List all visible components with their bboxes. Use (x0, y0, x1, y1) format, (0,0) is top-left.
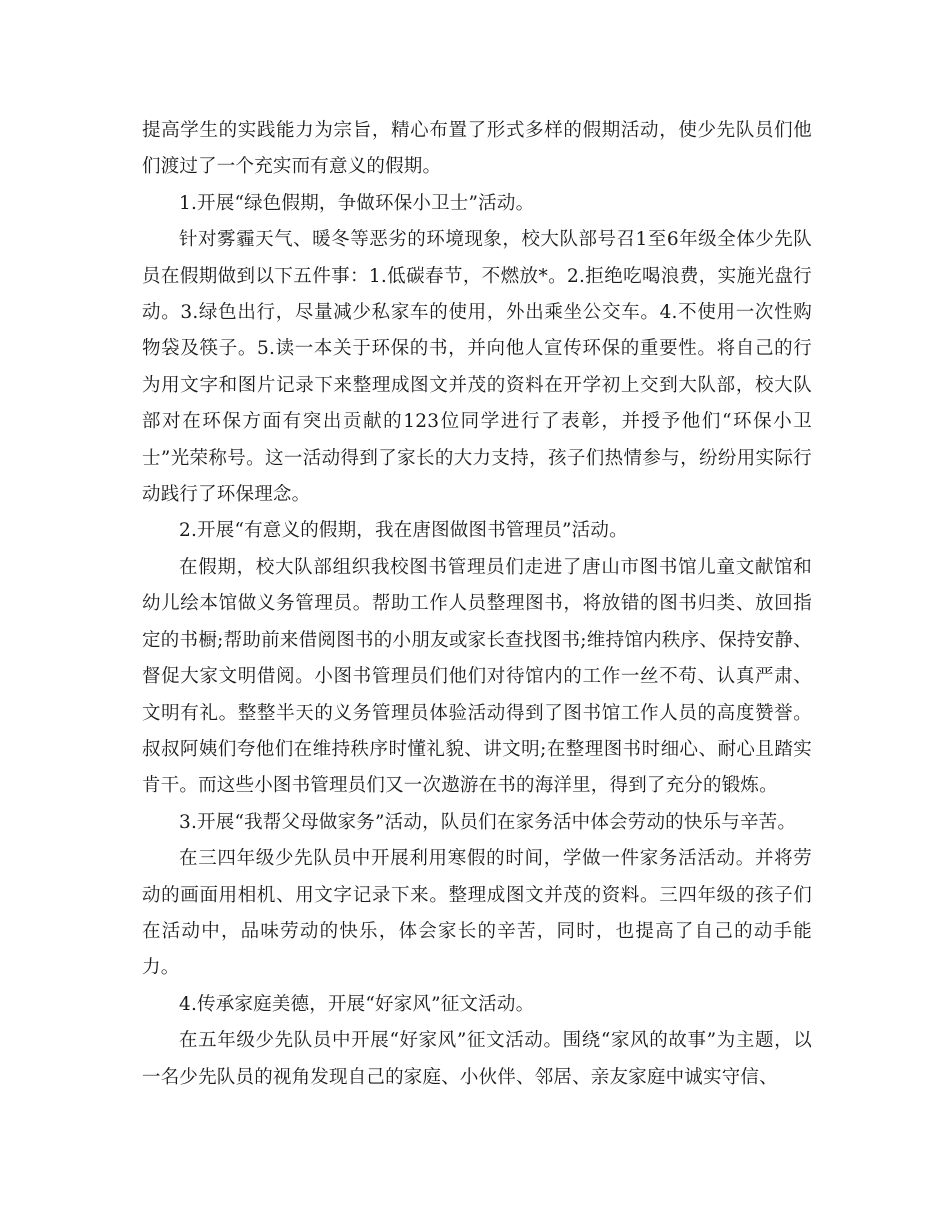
paragraph-heading-library-volunteer: 2.开展“有意义的假期，我在唐图做图书管理员”活动。 (179, 520, 628, 542)
document-body (142, 113, 812, 1096)
paragraph-family-tradition-details: 在五年级少先队员中开展“好家风”征文活动。围绕“家风的故事”为主题，以一名少先队员的视角发现自己的家庭、小伙伴、邻居、亲友家庭中诚实守信、 (142, 1030, 812, 1088)
paragraph-heading-housework: 3.开展“我帮父母做家务”活动，队员们在家务活中体会劳动的快乐与辛苦。 (179, 811, 797, 833)
paragraph-library-volunteer-details: 在假期，校大队部组织我校图书管理员们走进了唐山市图书馆儿童文献馆和幼儿绘本馆做义务管理员。帮助工作人员整理图书，将放错的图书归类、放回指定的书橱;帮助前来借阅图书的小朋友或家长查找图书;维持馆内秩序、保持安静、督促大家文明借阅。小图书管理员们他们对待馆内的工作一丝不苟、认真严肃、文明有礼。整整半天的义务管理员体验活动得到了图书馆工作人员的高度赞誉。叔叔阿姨们夸他们在维持秩序时懂礼貌、讲文明;在整理图书时细心、耐心且踏实肯干。而这些小图书管理员们又一次遨游在书的海洋里，得到了充分的锻炼。 (142, 556, 812, 797)
paragraph-intro-continuation: 提高学生的实践能力为宗旨，精心布置了形式多样的假期活动，使少先队员们他们渡过了一个充实而有意义的假期。 (142, 120, 812, 178)
paragraph-heading-green-holiday: 1.开展“绿色假期，争做环保小卫士”活动。 (179, 192, 535, 214)
paragraph-housework-details: 在三四年级少先队员中开展利用寒假的时间，学做一件家务活活动。并将劳动的画面用相机、用文字记录下来。整理成图文并茂的资料。三四年级的孩子们在活动中，品味劳动的快乐，体会家长的辛苦，同时，也提高了自己的动手能力。 (142, 848, 812, 979)
paragraph-heading-family-tradition: 4.传承家庭美德，开展“好家风”征文活动。 (179, 993, 535, 1015)
paragraph-green-holiday-details: 针对雾霾天气、暖冬等恶劣的环境现象，校大队部号召1至6年级全体少先队员在假期做到以下五件事：1.低碳春节，不燃放*。2.拒绝吃喝浪费，实施光盘行动。3.绿色出行，尽量减少私家车的使用，外出乘坐公交车。4.不使用一次性购物袋及筷子。5.读一本关于环保的书，并向他人宣传环保的重要性。将自己的行为用文字和图片记录下来整理成图文并茂的资料在开学初上交到大队部，校大队部对在环保方面有突出贡献的123位同学进行了表彰，并授予他们“环保小卫士”光荣称号。这一活动得到了家长的大力支持，孩子们热情参与，纷纷用实际行动践行了环保理念。 (142, 229, 812, 506)
